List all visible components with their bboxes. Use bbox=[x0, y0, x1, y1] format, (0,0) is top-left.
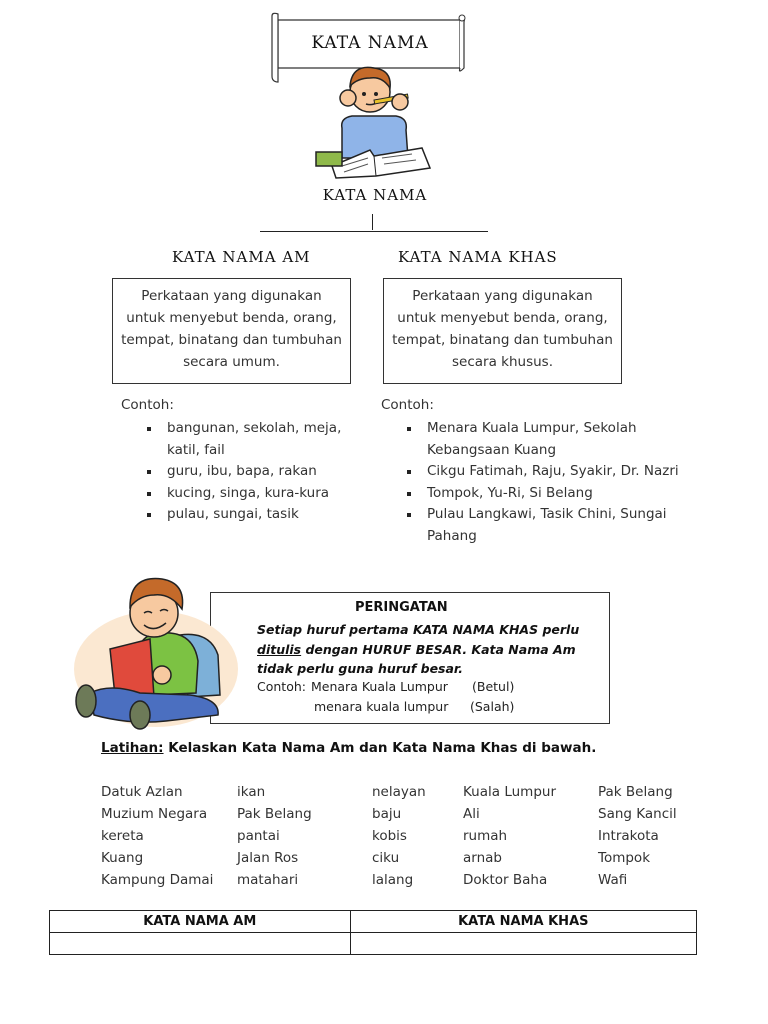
word-column-4 bbox=[463, 781, 556, 891]
am-heading: KATA NAMA AM bbox=[172, 248, 311, 266]
boy-studying-illustration bbox=[312, 58, 436, 180]
list-item: Pak Belang bbox=[598, 784, 673, 800]
khas-heading: KATA NAMA KHAS bbox=[398, 248, 558, 266]
peringatan-contoh-label: Contoh: bbox=[257, 679, 306, 694]
peringatan-text: Setiap huruf pertama KATA NAMA KHAS perlu ditulis dengan HURUF BESAR. Kata Nama Am tidak perlu guna huruf besar. bbox=[257, 622, 580, 676]
correct-example: Menara Kuala Lumpur bbox=[311, 679, 448, 694]
list-item: kucing, singa, kura-kura bbox=[143, 483, 353, 505]
tree-connector-horizontal bbox=[260, 231, 488, 232]
khas-definition-box: Perkataan yang digunakan untuk menyebut benda, orang, tempat, binatang dan tumbuhan secara khusus. bbox=[383, 278, 622, 384]
list-item: Wafi bbox=[598, 872, 628, 888]
list-item: lalang bbox=[372, 872, 414, 888]
list-item: ikan bbox=[237, 784, 266, 800]
khas-example-list bbox=[403, 418, 703, 547]
answer-table bbox=[49, 910, 697, 955]
list-item: Menara Kuala Lumpur, Sekolah Kebangsaan Kuang bbox=[403, 418, 703, 461]
answer-cell-am[interactable] bbox=[50, 933, 351, 955]
page-title: KATA NAMA bbox=[311, 33, 429, 53]
list-item: Tompok, Yu-Ri, Si Belang bbox=[403, 483, 703, 505]
list-item: kobis bbox=[372, 828, 407, 844]
list-item: Pak Belang bbox=[237, 806, 312, 822]
peringatan-title: PERINGATAN bbox=[355, 600, 448, 615]
list-item: Kuang bbox=[101, 850, 144, 866]
list-item: Sang Kancil bbox=[598, 806, 677, 822]
table-header-khas: KATA NAMA KHAS bbox=[350, 911, 696, 933]
tree-connector-vertical bbox=[372, 214, 373, 230]
list-item: ciku bbox=[372, 850, 400, 866]
wrong-example: menara kuala lumpur bbox=[314, 699, 449, 714]
section-title: KATA NAMA bbox=[322, 186, 428, 204]
list-item: pulau, sungai, tasik bbox=[143, 504, 353, 526]
correct-mark: (Betul) bbox=[472, 679, 515, 694]
list-item: guru, ibu, bapa, rakan bbox=[143, 461, 353, 483]
list-item: kereta bbox=[101, 828, 144, 844]
khas-contoh-label: Contoh: bbox=[381, 397, 434, 413]
word-column-2 bbox=[237, 781, 312, 891]
word-column-3 bbox=[372, 781, 426, 891]
list-item: rumah bbox=[463, 828, 508, 844]
list-item: Pulau Langkawi, Tasik Chini, Sungai Pahang bbox=[403, 504, 703, 547]
am-definition-box: Perkataan yang digunakan untuk menyebut benda, orang, tempat, binatang dan tumbuhan secara umum. bbox=[112, 278, 351, 384]
am-contoh-label: Contoh: bbox=[121, 397, 174, 413]
list-item: nelayan bbox=[372, 784, 426, 800]
list-item: Ali bbox=[463, 806, 480, 822]
wrong-mark: (Salah) bbox=[470, 699, 515, 714]
boy-reading-illustration bbox=[70, 565, 240, 730]
list-item: Kampung Damai bbox=[101, 872, 214, 888]
list-item: Jalan Ros bbox=[237, 850, 299, 866]
list-item: arnab bbox=[463, 850, 502, 866]
table-header-am: KATA NAMA AM bbox=[50, 911, 351, 933]
latihan-instruction: Latihan: Kelaskan Kata Nama Am dan Kata Nama Khas di bawah. bbox=[101, 740, 597, 756]
list-item: Muzium Negara bbox=[101, 806, 208, 822]
list-item: bangunan, sekolah, meja, katil, fail bbox=[143, 418, 353, 461]
am-example-list bbox=[143, 418, 353, 526]
word-column-5 bbox=[598, 781, 677, 891]
list-item: Tompok bbox=[598, 850, 651, 866]
list-item: matahari bbox=[237, 872, 299, 888]
list-item: pantai bbox=[237, 828, 280, 844]
list-item: Cikgu Fatimah, Raju, Syakir, Dr. Nazri bbox=[403, 461, 703, 483]
word-column-1 bbox=[101, 781, 213, 891]
list-item: Intrakota bbox=[598, 828, 659, 844]
list-item: Doktor Baha bbox=[463, 872, 548, 888]
list-item: baju bbox=[372, 806, 402, 822]
answer-cell-khas[interactable] bbox=[350, 933, 696, 955]
list-item: Datuk Azlan bbox=[101, 784, 183, 800]
list-item: Kuala Lumpur bbox=[463, 784, 556, 800]
